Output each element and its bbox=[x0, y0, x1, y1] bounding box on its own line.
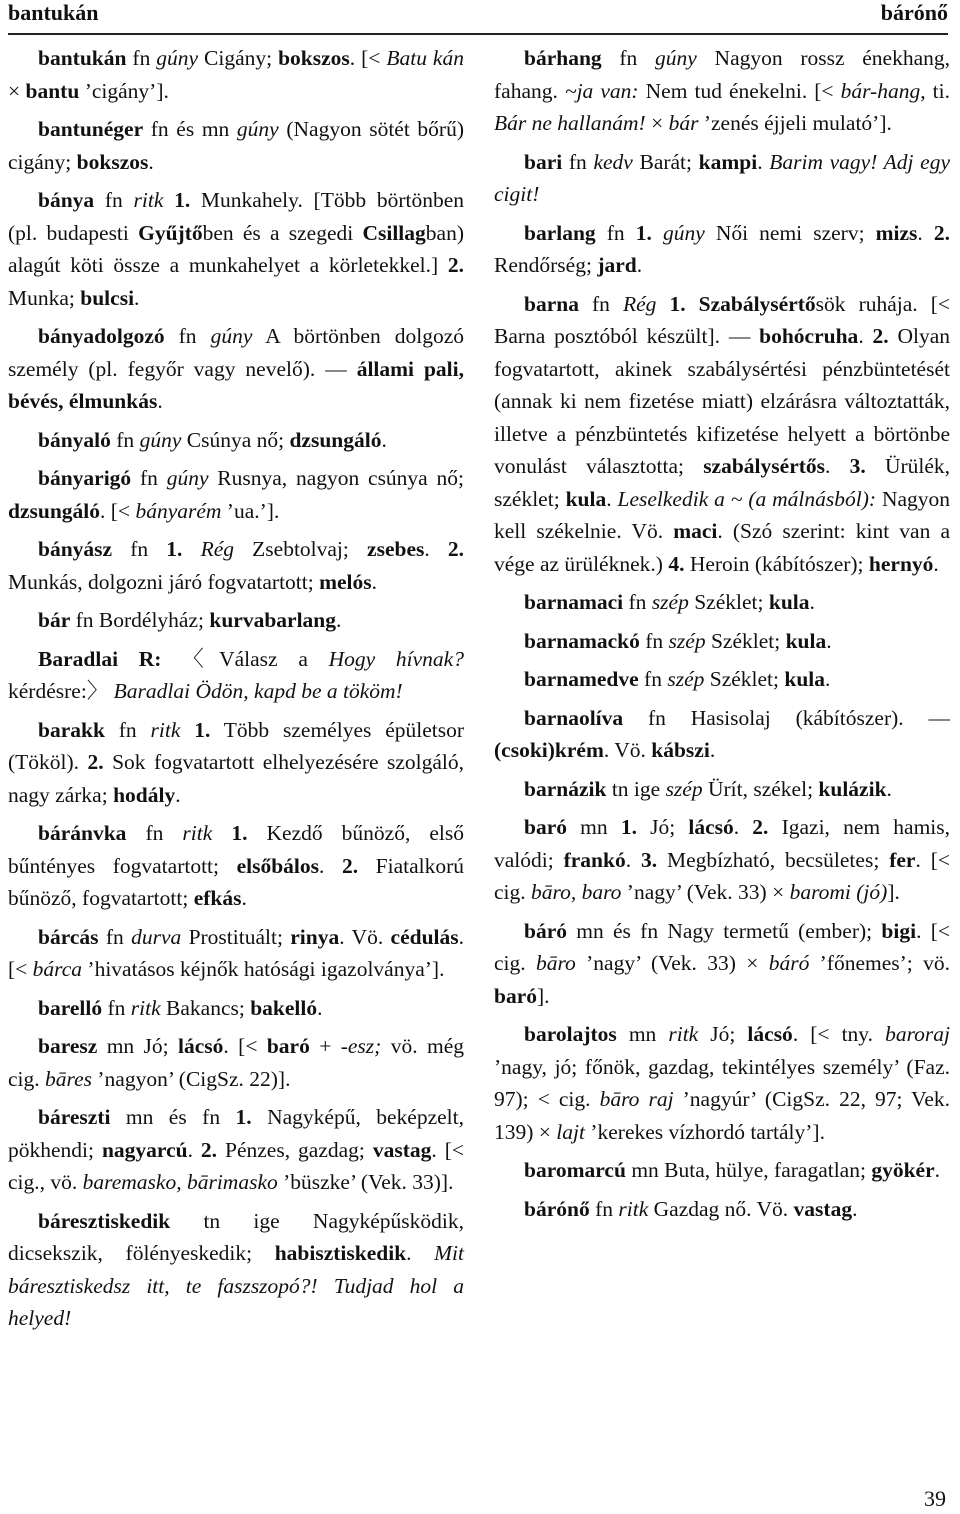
entry-definition: tn ige Nagyképűsködik, dicsekszik, fölényeskedik; habisztiskedik. Mit báresztiskedsz itt, te faszszopó?! Tudjad hol a helyed! bbox=[8, 1208, 464, 1330]
dictionary-entry bbox=[494, 586, 950, 619]
entry-definition: fn gúny A börtönben dolgozó személy (pl. fegyőr vagy nevelő). — állami pali, bévés, élmunkás. bbox=[8, 324, 465, 413]
dictionary-entry bbox=[494, 288, 950, 581]
entry-definition: fn Hasisolaj (kábítószer). — (csoki)krém. Vö. kábszi. bbox=[494, 705, 950, 762]
entry-definition: mn 1. Jó; lácsó. 2. Igazi, nem hamis, valódi; frankó. 3. Megbízható, becsületes; fer. [< cig. bāro, baro ’nagy’ (Vek. 33) × baromi (jó)]. bbox=[494, 815, 951, 904]
dictionary-entry bbox=[8, 462, 464, 527]
entry-definition: fn Rég 1. Szabálysértősök ruhája. [< Barna posztóból készült]. — bohócruha. 2. Olyan fogvatartott, akinek szabálysértési pénzbüntetését (annak ki nem fizetése miatt) elzárásra változtatták, illetve a pénzbüntetés kifizetése helyett a börtönbe vonulást választotta; szabálysértős. 3. Ürülék, széklet; kula. Leselkedik a ~ (a málnásból): Nagyon kell székelnie. Vö. maci. (Szó szerint: kint van a vége az ürüléknek.) 4. Heroin (kábítószer); hernyó. bbox=[494, 291, 951, 576]
entry-headword: barlang bbox=[524, 220, 596, 245]
entry-headword: bárhang bbox=[524, 46, 602, 70]
entry-headword: bár bbox=[38, 608, 71, 632]
dictionary-entry bbox=[494, 217, 950, 282]
dictionary-entry bbox=[8, 921, 464, 986]
entry-headword: barakk bbox=[38, 717, 105, 742]
running-header bbox=[8, 0, 948, 34]
entry-headword: barnamackó bbox=[524, 628, 640, 653]
entry-headword: baró bbox=[524, 815, 567, 839]
header-right-guideword: bárónő bbox=[880, 0, 948, 25]
entry-definition: fn 1. gúny Női nemi szerv; mizs. 2. Rendőrség; jard. bbox=[494, 220, 950, 277]
entry-definition: mn Jó; lácsó. [< baró + -esz; vö. még cig. bāres ’nagyon’ (CigSz. 22)]. bbox=[8, 1034, 464, 1091]
entry-headword: bari bbox=[524, 149, 563, 174]
entry-definition: fn ritk Bakancs; bakelló. bbox=[102, 995, 323, 1020]
entry-definition: mn és fn 1. Nagyképű, beképzelt, pökhendi; nagyarcú. 2. Pénzes, gazdag; vastag. [< cig., vö. baremasko, bārimasko ’büszke’ (Vek. 33)]. bbox=[8, 1105, 465, 1194]
right-column bbox=[494, 42, 950, 1231]
dictionary-entry bbox=[8, 1101, 464, 1199]
entry-definition: fn 1. Rég Zsebtolvaj; zsebes. 2. Munkás, dolgozni járó fogvatartott; melós. bbox=[8, 537, 465, 594]
entry-definition: fn gúny Rusnya, nagyon csúnya nő; dzsungáló. [< bányarém ’ua.’]. bbox=[8, 466, 464, 523]
entry-definition: fn szép Széklet; kula. bbox=[638, 667, 831, 691]
entry-definition: fn szép Széklet; kula. bbox=[623, 590, 815, 614]
entry-headword: bányaló bbox=[38, 427, 111, 452]
entry-headword: bárcás bbox=[38, 924, 99, 949]
entry-definition: fn ritk 1. Több személyes épületsor (Tököl). 2. Sok fogvatartott elhelyezésére szolgáló, nagy zárka; hodály. bbox=[8, 717, 465, 807]
dictionary-entry bbox=[8, 184, 464, 314]
dictionary-entry bbox=[494, 773, 950, 806]
entry-headword: baresz bbox=[38, 1034, 98, 1058]
entry-definition: fn kedv Barát; kampi. Barim vagy! Adj egy cigit! bbox=[494, 149, 950, 206]
dictionary-entry bbox=[8, 424, 464, 457]
dictionary-entry bbox=[494, 42, 950, 140]
entry-headword: báró bbox=[524, 918, 567, 943]
entry-headword: barnázik bbox=[524, 776, 607, 801]
entry-headword: barnaolíva bbox=[524, 705, 624, 730]
left-column bbox=[8, 42, 464, 1341]
dictionary-entry bbox=[8, 714, 464, 812]
entry-definition: mn ritk Jó; lácsó. [< tny. baroraj ’nagy, jó; főnök, gazdag, tekintélyes személy’ (Faz. 97); < cig. bāro raj ’nagyúr’ (CigSz. 22, 97; Vek. 139) × lajt ’kerekes vízhordó tartály’]. bbox=[494, 1022, 950, 1144]
entry-definition: fn ritk 1. Kezdő bűnöző, első bűntényes fogvatartott; elsőbálos. 2. Fiatalkorú bűnöző, fogvatartott; efkás. bbox=[8, 821, 465, 910]
entry-headword: barelló bbox=[38, 995, 103, 1020]
entry-headword: bantukán bbox=[38, 46, 127, 70]
dictionary-entry bbox=[8, 1030, 464, 1095]
dictionary-entry bbox=[8, 992, 464, 1025]
dictionary-entry bbox=[494, 811, 950, 909]
entry-headword: barolajtos bbox=[524, 1022, 617, 1046]
entry-definition: fn és mn gúny (Nagyon sötét bőrű) cigány; bokszos. bbox=[8, 117, 464, 174]
entry-headword: bárónő bbox=[524, 1196, 590, 1221]
entry-headword: bantunéger bbox=[38, 117, 144, 141]
entry-definition: fn gúny Nagyon rossz énekhang, fahang. ~ja van: Nem tud énekelni. [< bár-hang, ti. Bár ne hallanám! × bár ’zenés éjjeli mulató’]. bbox=[494, 46, 950, 135]
entry-headword: báránvka bbox=[38, 821, 127, 845]
dictionary-entry bbox=[494, 1193, 950, 1226]
dictionary-entry bbox=[8, 320, 464, 418]
dictionary-entry bbox=[8, 113, 464, 178]
dictionary-entry bbox=[8, 817, 464, 915]
entry-headword: bányász bbox=[38, 537, 113, 561]
entry-headword: báreszti bbox=[38, 1105, 111, 1129]
header-rule bbox=[8, 33, 948, 35]
entry-definition: fn gúny Cigány; bokszos. [< Batu kán × bantu ’cigány’]. bbox=[8, 46, 464, 103]
header-left-guideword: bantukán bbox=[8, 0, 99, 25]
entry-headword: báresztiskedik bbox=[38, 1208, 171, 1233]
dictionary-entry bbox=[494, 702, 950, 767]
entry-headword: Baradlai R: bbox=[38, 646, 162, 671]
dictionary-entry bbox=[8, 533, 464, 598]
dictionary-entry bbox=[8, 604, 464, 637]
entry-definition: fn ritk Gazdag nő. Vö. vastag. bbox=[589, 1196, 858, 1221]
dictionary-entry bbox=[494, 625, 950, 658]
dictionary-entry bbox=[8, 42, 464, 107]
dictionary-entry bbox=[494, 1154, 950, 1187]
entry-headword: baromarcú bbox=[524, 1158, 626, 1182]
dictionary-entry bbox=[494, 915, 950, 1013]
entry-definition: mn Buta, hülye, faragatlan; gyökér. bbox=[625, 1158, 940, 1182]
entry-headword: bánya bbox=[38, 188, 95, 212]
entry-definition: fn durva Prostituált; rinya. Vö. cédulás. [< bárca ’hivatásos kéjnők hatósági igazolványa’]. bbox=[8, 924, 464, 981]
entry-headword: bányarigó bbox=[38, 466, 132, 490]
entry-headword: bányadolgozó bbox=[38, 324, 165, 348]
dictionary-entry bbox=[494, 1018, 950, 1148]
entry-definition: fn szép Széklet; kula. bbox=[639, 628, 832, 653]
entry-definition: fn gúny Csúnya nő; dzsungáló. bbox=[110, 427, 387, 452]
dictionary-entry bbox=[8, 643, 464, 708]
entry-definition: fn Bordélyház; kurvabarlang. bbox=[70, 608, 342, 632]
dictionary-entry bbox=[494, 663, 950, 696]
entry-headword: barna bbox=[524, 291, 579, 316]
page-number: 39 bbox=[924, 1486, 946, 1511]
entry-definition: tn ige szép Ürít, székel; kulázik. bbox=[606, 776, 892, 801]
entry-headword: barnamedve bbox=[524, 667, 639, 691]
entry-definition: mn és fn Nagy termetű (ember); bigi. [< cig. bāro ’nagy’ (Vek. 33) × báró ’főnemes’; vö. baró]. bbox=[494, 918, 950, 1008]
entry-headword: barnamaci bbox=[524, 590, 624, 614]
dictionary-entry bbox=[8, 1205, 464, 1335]
entry-definition: fn ritk 1. Munkahely. [Több börtönben (pl. budapesti Gyűjtőben és a szegedi Csillagban) alagút köti össze a munkahelyet a körletekkel.] 2. Munka; bulcsi. bbox=[8, 188, 464, 310]
dictionary-entry bbox=[494, 146, 950, 211]
entry-definition: 〈Válasz a Hogy hívnak? kérdésre:〉 Baradlai Ödön, kapd be a tököm! bbox=[8, 646, 464, 703]
